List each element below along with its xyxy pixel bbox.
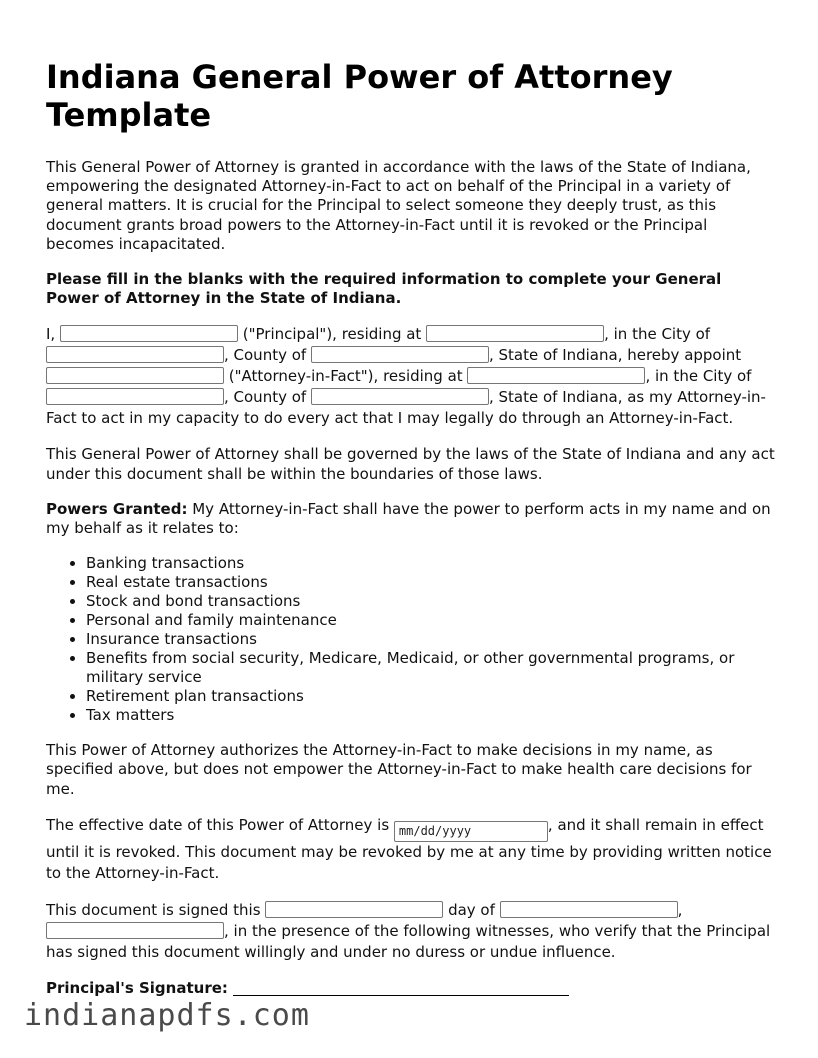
signature-line — [46, 979, 776, 998]
list-item: • Personal and family maintenance — [86, 611, 776, 630]
list-item: • Benefits from social security, Medicare, Medicaid, or other governmental programs, or military service — [86, 649, 776, 687]
text-appoint: , State of Indiana, hereby appoint — [488, 346, 742, 365]
signed-year-input[interactable] — [46, 922, 224, 939]
powers-label: Powers Granted: — [46, 499, 188, 518]
instruction-paragraph: Please fill in the blanks with the required information to complete your General Power of Attorney in the State of Indiana. — [46, 270, 722, 308]
attorney-city-input[interactable] — [46, 388, 224, 405]
intro-paragraph: This General Power of Attorney is granted in accordance with the laws of the State of Indiana, empowering the designated Attorney-in-Fact to act on behalf of the Principal in a variety of general matters. It is crucial for the Principal to select someone they deeply trust, as this document grants broad powers to the Attorney-in-Fact until it is revoked or the Principal becomes incapacitated. — [46, 158, 751, 253]
day-of-text: day of — [443, 900, 500, 919]
revocation-text: , and it shall remain in effect until it is revoked. This document may be revoked by me at any time by providing written notice to the Attorney-in-Fact. — [46, 815, 772, 882]
principal-city-input[interactable] — [46, 346, 224, 363]
signed-text: This document is signed this — [46, 900, 266, 919]
text-attorney-county: , County of — [224, 388, 311, 407]
appointment-paragraph — [46, 324, 776, 429]
page-title: Indiana General Power of Attorney Template — [46, 58, 673, 134]
list-item: • Retirement plan transactions — [86, 687, 776, 706]
list-item: • Banking transactions — [86, 554, 776, 573]
principal-address-input[interactable] — [426, 325, 604, 342]
principal-name-input[interactable] — [60, 325, 238, 342]
signature-field[interactable] — [233, 979, 569, 996]
list-item: • Tax matters — [86, 706, 776, 725]
text-attorney: ("Attorney-in-Fact"), residing at — [224, 367, 468, 386]
attorney-name-input[interactable] — [46, 367, 224, 384]
signature-label: Principal's Signature: — [46, 978, 228, 997]
text-city: , in the City of — [604, 325, 711, 344]
comma-text: , — [677, 900, 683, 919]
signing-paragraph — [46, 900, 776, 963]
attorney-county-input[interactable] — [311, 388, 489, 405]
document-body — [46, 58, 776, 998]
text-principal: ("Principal"), residing at — [237, 325, 427, 344]
text-county: , County of — [224, 346, 311, 365]
effective-date-paragraph — [46, 815, 776, 884]
witness-text: , in the presence of the following witnesses, who verify that the Principal has signed this document willingly and under no duress or undue influence. — [46, 921, 771, 961]
principal-county-input[interactable] — [311, 346, 489, 363]
signed-month-input[interactable] — [500, 901, 678, 918]
text-attorney-city: , in the City of — [645, 367, 752, 386]
powers-text: My Attorney-in-Fact shall have the power to perform acts in my name and on my behalf as it relates to: — [46, 499, 771, 538]
list-item: • Insurance transactions — [86, 630, 776, 649]
list-item: • Real estate transactions — [86, 573, 776, 592]
effective-date-input[interactable]: mm/dd/yyyy — [394, 821, 548, 842]
list-item: • Stock and bond transactions — [86, 592, 776, 611]
governing-law-paragraph: This General Power of Attorney shall be governed by the laws of the State of Indiana and any act under this document shall be within the boundaries of those laws. — [46, 445, 775, 483]
powers-list — [46, 554, 776, 725]
powers-paragraph — [46, 500, 776, 538]
watermark: indianapdfs.com — [24, 998, 310, 1033]
text-capacity: , State of Indiana, as my Attorney-in-Fact to act in my capacity to do every act that I may legally do through an Attorney-in-Fact. — [46, 388, 766, 428]
attorney-address-input[interactable] — [467, 367, 645, 384]
effective-text: The effective date of this Power of Attorney is — [46, 815, 394, 834]
signed-day-input[interactable] — [265, 901, 443, 918]
text-i: I, — [46, 325, 56, 344]
scope-paragraph: This Power of Attorney authorizes the Attorney-in-Fact to make decisions in my name, as specified above, but does not empower the Attorney-in-Fact to make health care decisions for me. — [46, 741, 752, 798]
